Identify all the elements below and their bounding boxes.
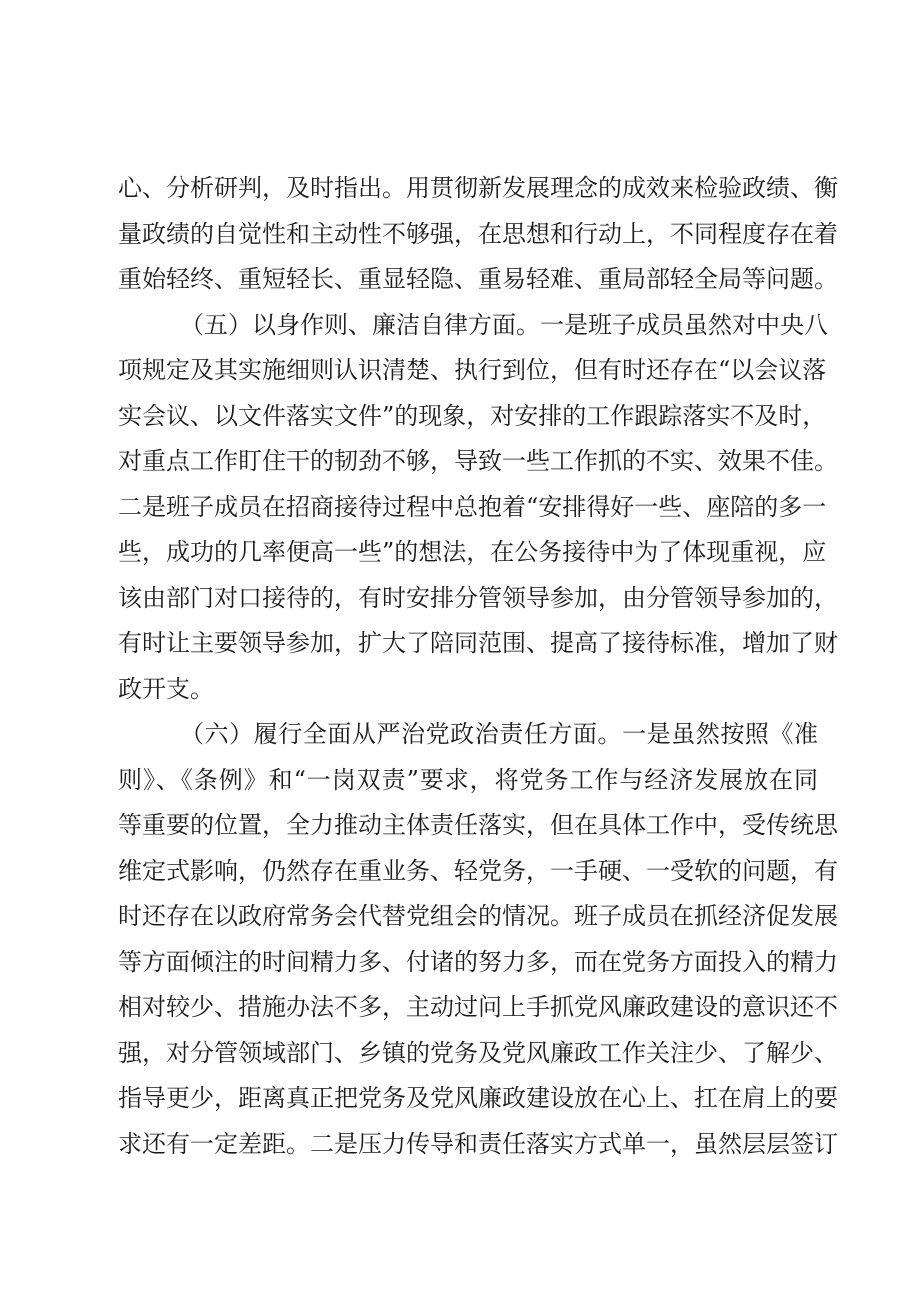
text-line: （五）以身作则、廉洁自律方面。一是班子成员虽然对中央八 (180, 310, 828, 339)
text-line: 有时让主要领导参加，扩大了陪同范围、提高了接待标准，增加了财 (118, 629, 838, 657)
text-line: 该由部门对口接待的，有时安排分管领导参加，由分管领导参加的， (118, 583, 838, 612)
paragraph-section-5 (118, 303, 838, 713)
text-line: （六）履行全面从严治党政治责任方面。一是虽然按照《准 (180, 720, 818, 748)
text-line: 心、分析研判，及时指出。用贯彻新发展理念的成效来检验政绩、衡 (118, 174, 838, 202)
text-line: 二是班子成员在招商接待过程中总抱着“安排得好一些、座陪的多一 (118, 492, 827, 521)
text-line: 些，成功的几率便高一些”的想法，在公务接待中为了体现重视，应 (118, 538, 827, 566)
paragraph-continuation (118, 166, 838, 303)
text-line: 等方面倾注的时间精力多、付诸的努力多，而在党务方面投入的精力 (118, 947, 838, 976)
text-line: 实会议、以文件落实文件”的现象，对安排的工作跟踪落实不及时， (118, 401, 827, 430)
text-line: 对重点工作盯住干的韧劲不够，导致一些工作抓的不实、效果不佳。 (118, 447, 838, 475)
text-line: 重始轻终、重短轻长、重显轻隐、重易轻难、重局部轻全局等问题。 (118, 265, 838, 293)
text-line: 强，对分管领域部门、乡镇的党务及党风廉政工作关注少、了解少、 (118, 1038, 838, 1067)
text-line: 指导更少，距离真正把党务及党风廉政建设放在心上、扛在肩上的要 (118, 1084, 838, 1112)
text-line: 政开支。 (118, 674, 214, 703)
text-line: 等重要的位置，全力推动主体责任落实，但在具体工作中，受传统思 (118, 811, 838, 839)
document-body (118, 166, 838, 1167)
text-line: 量政绩的自觉性和主动性不够强，在思想和行动上，不同程度存在着 (118, 219, 838, 248)
text-line: 则》、《条例》和“一岗双责”要求，将党务工作与经济发展放在同 (118, 765, 818, 794)
text-line: 相对较少、措施办法不多，主动过问上手抓党风廉政建设的意识还不 (118, 993, 838, 1021)
text-line: 求还有一定差距。二是压力传导和责任落实方式单一，虽然层层签订 (118, 1129, 838, 1158)
paragraph-section-6 (118, 712, 838, 1167)
text-line: 维定式影响，仍然存在重业务、轻党务，一手硬、一受软的问题，有 (118, 856, 838, 885)
text-line: 时还存在以政府常务会代替党组会的情况。班子成员在抓经济促发展 (118, 902, 838, 930)
text-line: 项规定及其实施细则认识清楚、执行到位，但有时还存在“以会议落 (118, 356, 827, 384)
